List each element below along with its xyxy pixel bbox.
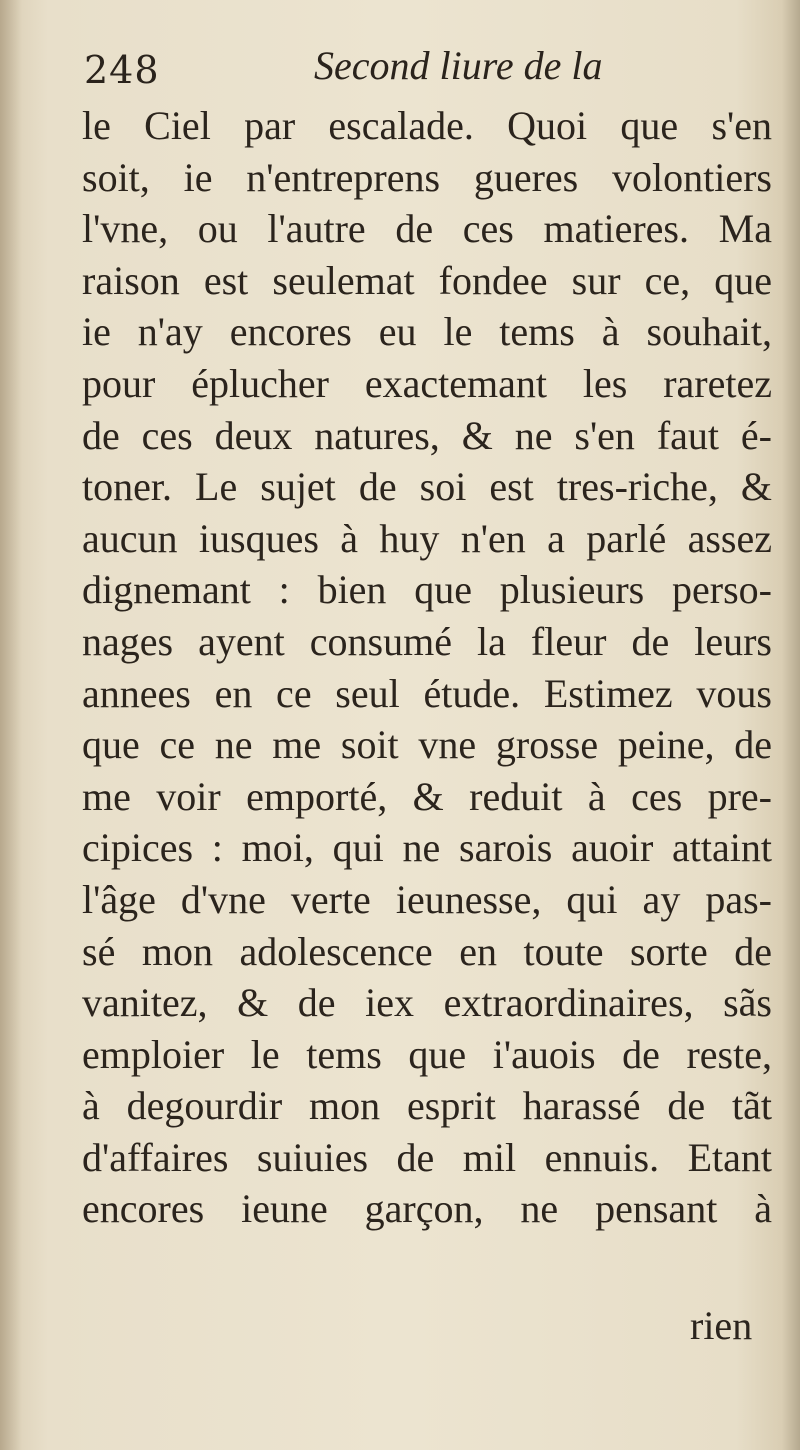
text-line: emploier le tems que i'auois de reste, [82, 1031, 772, 1077]
text-line: pour éplucher exactemant les raretez [82, 360, 772, 406]
binding-shadow [0, 0, 22, 1450]
text-line: ie n'ay encores eu le tems à souhait, [82, 309, 772, 355]
catchword: rien [690, 1303, 753, 1348]
text-line: que ce ne me soit vne grosse peine, de [82, 722, 772, 768]
text-line: de ces deux natures, & ne s'en faut é- [82, 412, 772, 458]
text-line: vanitez, & de iex extraordinaires, sãs [82, 980, 772, 1026]
running-head: Second liure de la [314, 43, 603, 88]
body-text [82, 100, 772, 1235]
page-edge-shadow [782, 0, 800, 1450]
text-line: sé mon adolescence en toute sorte de [82, 928, 772, 974]
text-line: à degourdir mon esprit harassé de tãt [82, 1083, 772, 1129]
text-line: nages ayent consumé la fleur de leurs [82, 618, 772, 664]
text-line: toner. Le sujet de soi est tres-riche, & [82, 464, 772, 510]
text-line: cipices : moi, qui ne sarois auoir attaint [82, 825, 772, 871]
text-line: aucun iusques à huy n'en a parlé assez [82, 515, 772, 561]
text-line: l'âge d'vne verte ieunesse, qui ay pas- [82, 876, 772, 922]
text-line: le Ciel par escalade. Quoi que s'en [82, 103, 772, 148]
page-header [84, 42, 704, 102]
text-line: encores ieune garçon, ne pensant à [82, 1186, 772, 1232]
text-line: d'affaires suiuies de mil ennuis. Etant [82, 1134, 772, 1180]
text-line: l'vne, ou l'autre de ces matieres. Ma [82, 206, 772, 252]
text-line: dignemant : bien que plusieurs perso- [82, 567, 772, 613]
text-line: soit, ie n'entreprens gueres volontiers [82, 154, 772, 200]
page-number: 248 [84, 48, 160, 92]
text-line: raison est seulemat fondee sur ce, que [82, 257, 772, 303]
text-line: me voir emporté, & reduit à ces pre- [82, 773, 772, 819]
text-line: annees en ce seul étude. Estimez vous [82, 670, 772, 716]
